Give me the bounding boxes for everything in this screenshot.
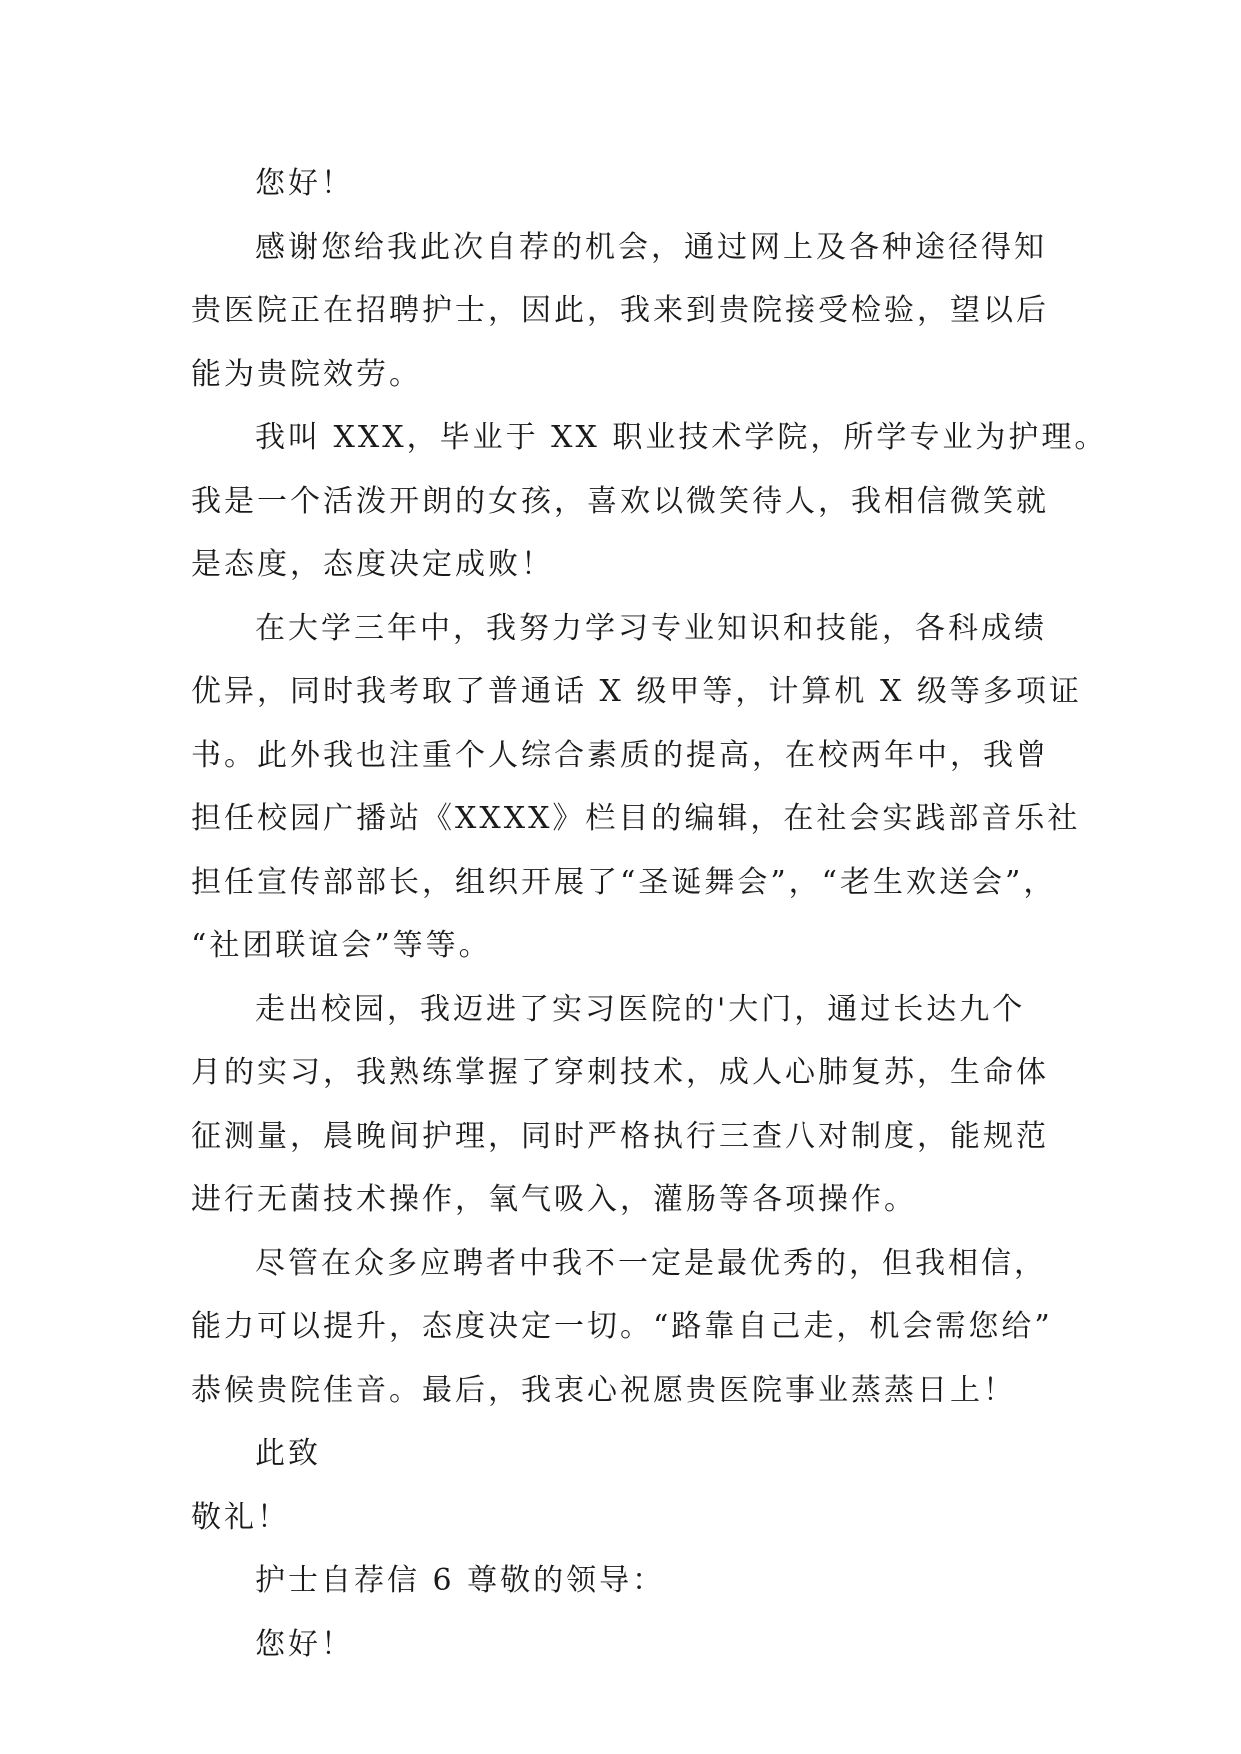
text-line: 恭候贵院佳音。最后，我衷心祝愿贵医院事业蒸蒸日上！ xyxy=(191,1372,1016,1408)
text-line: 月的实习，我熟练掌握了穿刺技术，成人心肺复苏，生命体 xyxy=(191,1055,1049,1090)
text-line: 护士自荐信 6 尊敬的领导： xyxy=(255,1563,666,1598)
text-line: 书。此外我也注重个人综合素质的提高，在校两年中，我曾 xyxy=(191,737,1049,773)
text-line: 进行无菌技术操作，氧气吸入，灌肠等各项操作。 xyxy=(191,1182,917,1217)
text-line: 感谢您给我此次自荐的机会，通过网上及各种途径得知 xyxy=(255,229,1047,265)
text-line: “社团联谊会”等等。 xyxy=(191,928,492,963)
text-line: 能力可以提升，态度决定一切。“路靠自己走，机会需您给” xyxy=(191,1309,1053,1344)
text-line: 您好！ xyxy=(255,166,354,201)
text-line: 在大学三年中，我努力学习专业知识和技能，各科成绩 xyxy=(255,610,1047,646)
closing-line: 此致 xyxy=(255,1436,321,1471)
text-line: 能为贵院效劳。 xyxy=(191,356,422,392)
text-line: 征测量，晨晚间护理，同时严格执行三查八对制度，能规范 xyxy=(191,1118,1049,1154)
text-line: 担任宣传部部长，组织开展了“圣诞舞会”，“老生欢送会”， xyxy=(191,864,1057,900)
greeting-line: 您好！ xyxy=(255,1626,354,1662)
text-line: 尽管在众多应聘者中我不一定是最优秀的，但我相信， xyxy=(255,1245,1047,1281)
closing-line: 敬礼！ xyxy=(191,1499,290,1535)
text-line: 我是一个活泼开朗的女孩，喜欢以微笑待人，我相信微笑就 xyxy=(191,483,1049,519)
letter-body xyxy=(191,152,1108,1676)
text-line: 是态度，态度决定成败！ xyxy=(191,547,554,582)
text-line: 贵医院正在招聘护士，因此，我来到贵院接受检验，望以后 xyxy=(191,293,1049,328)
text-line: 我叫 XXX，毕业于 XX 职业技术学院，所学专业为护理。 xyxy=(255,420,1108,455)
text-line: 担任校园广播站《XXXX》栏目的编辑，在社会实践部音乐社 xyxy=(191,801,1081,836)
text-line: 走出校园，我迈进了实习医院的'大门，通过长达九个 xyxy=(255,991,1026,1027)
text-line: 优异，同时我考取了普通话 X 级甲等，计算机 X 级等多项证 xyxy=(191,674,1082,709)
